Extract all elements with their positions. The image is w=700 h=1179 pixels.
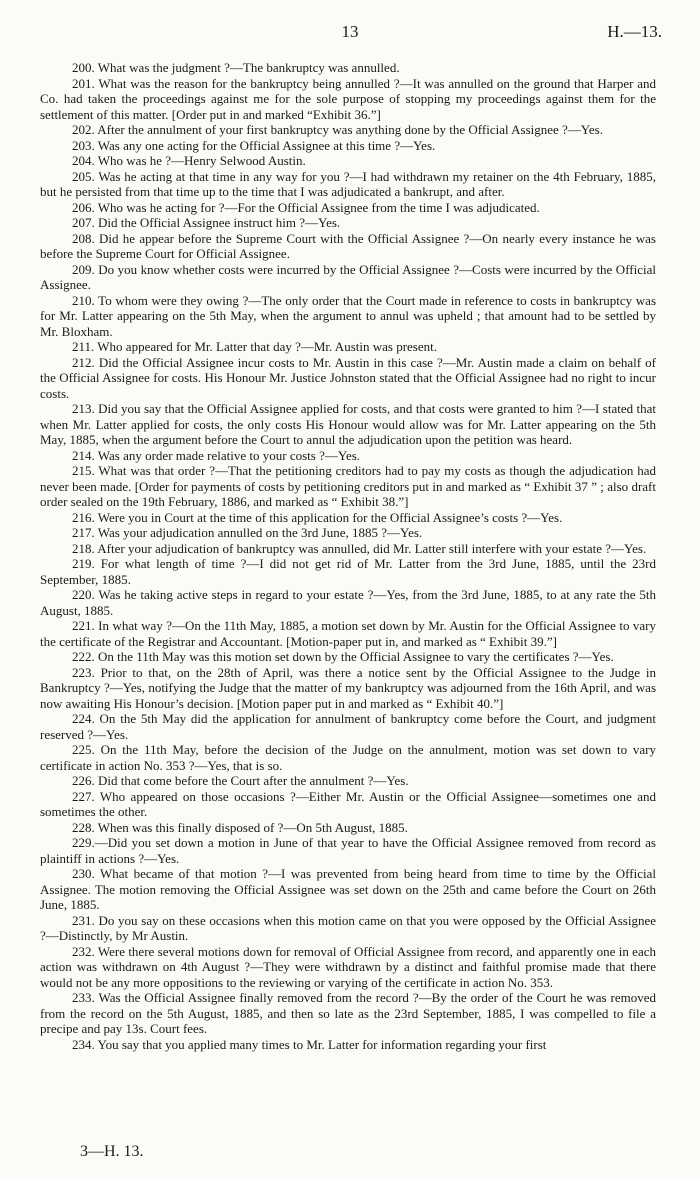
question-paragraph: 205. Was he acting at that time in any way for you ?—I had withdrawn my retainer on the 4th February, 1885, but he persisted from that time up to the time that I was adjudicated a bankrupt, and after. — [40, 168, 656, 199]
question-paragraph: 209. Do you know whether costs were incurred by the Official Assignee ?—Costs were incurred by the Official Assignee. — [40, 261, 656, 292]
question-paragraph: 202. After the annulment of your first bankruptcy was anything done by the Official Assignee ?—Yes. — [72, 122, 603, 137]
printer-signature: 3—H. 13. — [80, 1143, 144, 1160]
question-paragraph: 204. Who was he ?—Henry Selwood Austin. — [72, 153, 306, 168]
question-paragraph: 200. What was the judgment ?—The bankruptcy was annulled. — [72, 60, 400, 75]
question-paragraph: 220. Was he taking active steps in regard to your estate ?—Yes, from the 3rd June, 1885, to at any rate the 5th August, 1885. — [40, 587, 656, 618]
question-paragraph: 231. Do you say on these occasions when this motion came on that you were opposed by the Official Assignee ?—Distinctly, by Mr Austin. — [40, 912, 656, 943]
question-paragraph: 233. Was the Official Assignee finally removed from the record ?—By the order of the Court he was removed from the record on the 5th August, 1885, and then so late as the 23rd September, 1885, I was compelled to file a precipe and pay 13s. Court fees. — [40, 990, 656, 1036]
question-paragraph: 203. Was any one acting for the Official Assignee at this time ?—Yes. — [72, 137, 436, 153]
question-paragraph: 206. Who was he acting for ?—For the Official Assignee from the time I was adjudicated. — [72, 199, 540, 215]
question-paragraph: 221. In what way ?—On the 11th May, 1885, a motion set down by Mr. Austin for the Official Assignee to vary the certificate of the Registrar and Accountant. [Motion-paper put in, and marked as “ Exhibit 39.”] — [40, 618, 656, 649]
question-paragraph: 212. Did the Official Assignee incur costs to Mr. Austin in this case ?—Mr. Austin made a claim on behalf of the Official Assignee for costs. His Honour Mr. Justice Johnston stated that the Official Assignee had no right to incur costs. — [40, 354, 656, 401]
question-paragraph: 225. On the 11th May, before the decision of the Judge on the annulment, motion was set down to vary certificate in action No. 353 ?—Yes, that is so. — [40, 742, 656, 773]
document-body — [40, 60, 656, 1052]
question-paragraph: 230. What became of that motion ?—I was prevented from being heard from time to time by the Official Assignee. The motion removing the Official Assignee was set down on the 25th and came before the Court on 26th June, 1885. — [40, 866, 656, 912]
question-paragraph: 207. Did the Official Assignee instruct him ?—Yes. — [72, 215, 341, 230]
question-paragraph: 226. Did that come before the Court after the annulment ?—Yes. — [72, 773, 409, 788]
question-paragraph: 228. When was this finally disposed of ?—On 5th August, 1885. — [72, 819, 408, 835]
document-reference: H.—13. — [607, 22, 662, 41]
question-paragraph: 219. For what length of time ?—I did not get rid of Mr. Latter from the 3rd June, 1885, until the 23rd September, 1885. — [40, 556, 656, 587]
question-paragraph: 218. After your adjudication of bankruptcy was annulled, did Mr. Latter still interfere with your estate ?—Yes. — [72, 540, 647, 556]
question-paragraph: 215. What was that order ?—That the petitioning creditors had to pay my costs as though the adjudication had never been made. [Order for payments of costs by petitioning creditors put in and marked as “ Exhibit 37 ” ; also draft order sealed on the 19th February, 1886, and marked as “ Exhibit 38.”] — [40, 463, 656, 509]
question-paragraph: 234. You say that you applied many times to Mr. Latter for information regarding your first — [72, 1036, 547, 1052]
question-paragraph: 222. On the 11th May was this motion set down by the Official Assignee to vary the certificates ?—Yes. — [72, 649, 614, 664]
question-paragraph: 227. Who appeared on those occasions ?—Either Mr. Austin or the Official Assignee—sometimes one and sometimes the other. — [40, 788, 656, 819]
question-paragraph: 232. Were there several motions down for removal of Official Assignee from record, and apparently one in each action was withdrawn on 4th August ?—They were withdrawn by a distinct and faithful promise made that there would not be any more oppositions to the reviewing or varying of the certificate in action No. 353. — [40, 943, 656, 990]
question-paragraph: 217. Was your adjudication annulled on the 3rd June, 1885 ?—Yes. — [72, 525, 423, 540]
page-number: 13 — [341, 22, 359, 41]
question-paragraph: 201. What was the reason for the bankruptcy being annulled ?—It was annulled on the ground that Harper and Co. had taken the proceedings against me for the sole purpose of stopping my proceedings against them for the settlement of this matter. [Order put in and marked “Exhibit 36.”] — [40, 75, 656, 122]
question-paragraph: 229.—Did you set down a motion in June of that year to have the Official Assignee removed from record as plaintiff in actions ?—Yes. — [40, 835, 656, 866]
question-paragraph: 224. On the 5th May did the application for annulment of bankruptcy come before the Court, and judgment reserved ?—Yes. — [40, 711, 656, 742]
page-header — [0, 22, 700, 46]
question-paragraph: 216. Were you in Court at the time of this application for the Official Assignee’s costs ?—Yes. — [72, 509, 563, 525]
question-paragraph: 208. Did he appear before the Supreme Court with the Official Assignee ?—On nearly every instance he was before the Supreme Court for Official Assignee. — [40, 230, 656, 261]
question-paragraph: 213. Did you say that the Official Assignee applied for costs, and that costs were granted to him ?—I stated that when Mr. Latter applied for costs, the only costs His Honour would allow was for Mr. Latter appearing on the 5th May, 1885, when the argument before the Court to annul the adjudication upon the petition was heard. — [40, 401, 656, 447]
question-paragraph: 211. Who appeared for Mr. Latter that day ?—Mr. Austin was present. — [72, 339, 437, 354]
question-paragraph: 214. Was any order made relative to your costs ?—Yes. — [72, 447, 361, 463]
question-paragraph: 223. Prior to that, on the 28th of April, was there a notice sent by the Official Assignee to the Judge in Bankruptcy ?—Yes, notifying the Judge that the matter of my bankruptcy was adjourned from the 16th April, and was now awaiting His Honour’s decision. [Motion paper put in and marked as “ Exhibit 40.”] — [40, 664, 656, 711]
question-paragraph: 210. To whom were they owing ?—The only order that the Court made in reference to costs in bankruptcy was for Mr. Latter appearing on the 5th May, when the argument to annul was upheld ; that amount had to be settled by Mr. Bloxham. — [40, 292, 656, 339]
